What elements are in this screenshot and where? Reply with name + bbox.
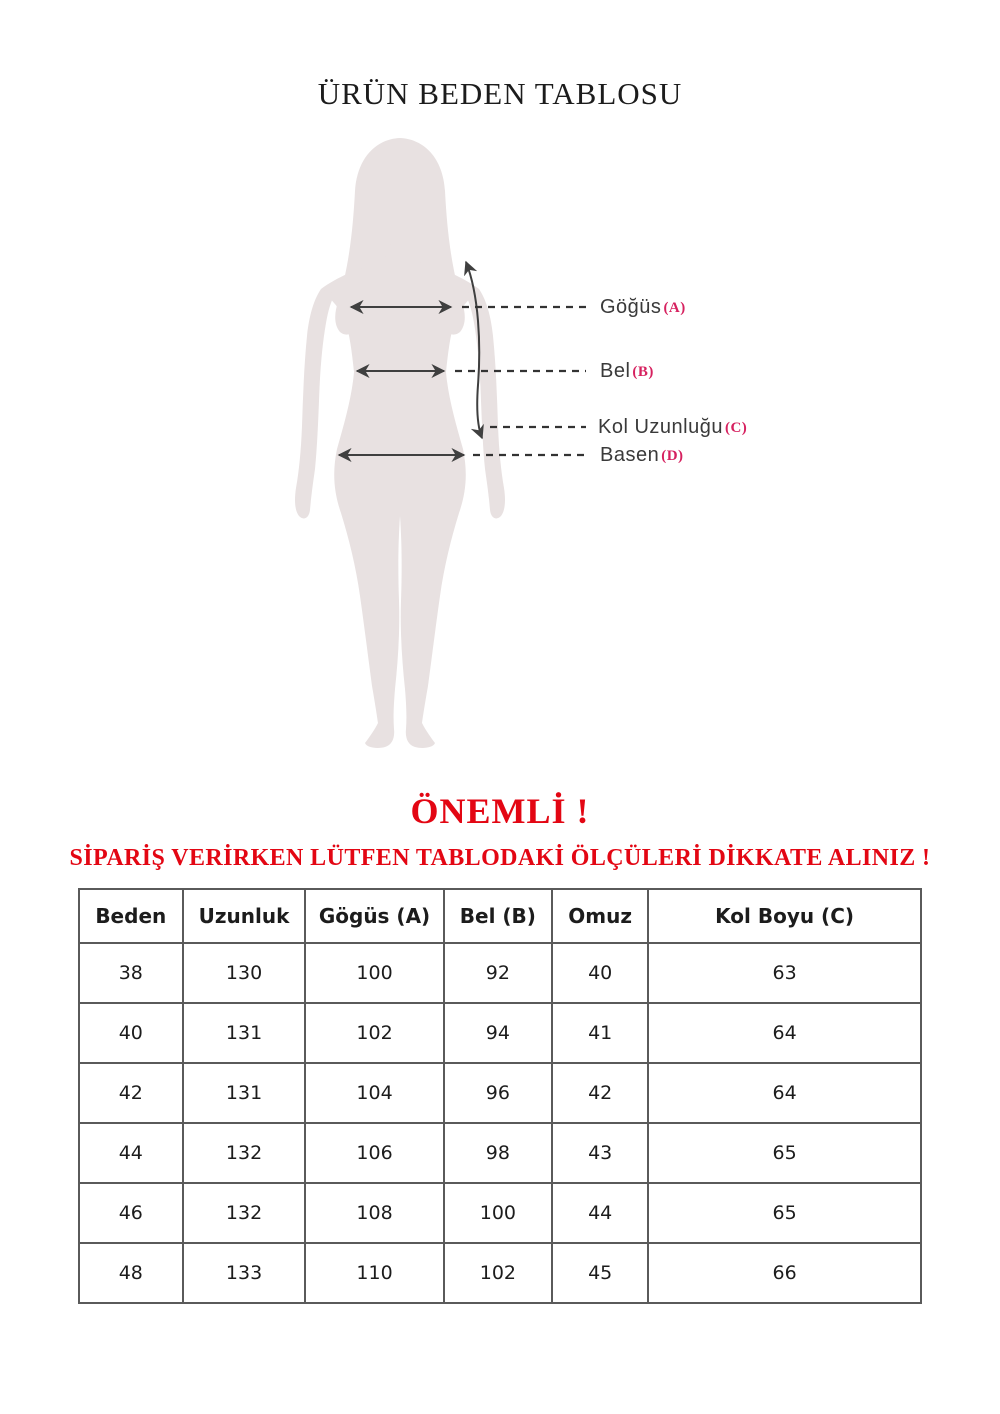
table-cell: 131 [183, 1003, 306, 1063]
table-cell: 102 [305, 1003, 443, 1063]
table-header-cell: Beden [79, 889, 183, 943]
table-cell: 130 [183, 943, 306, 1003]
order-warning-text: SİPARİŞ VERİRKEN LÜTFEN TABLODAKİ ÖLÇÜLERİ DİKKATE ALINIZ ! [69, 845, 931, 871]
table-header-cell: Uzunluk [183, 889, 306, 943]
table-row [79, 943, 921, 1003]
table-cell: 44 [552, 1183, 648, 1243]
body-silhouette [295, 138, 505, 748]
table-cell: 64 [648, 1063, 921, 1123]
waist-marker: (B) [632, 364, 654, 380]
arm-length-marker: (C) [724, 420, 748, 436]
table-cell: 66 [648, 1243, 921, 1303]
arm-length-label [598, 417, 747, 439]
chest-label-text: Göğüs [600, 296, 662, 318]
table-row [79, 1063, 921, 1123]
table-row [79, 1243, 921, 1303]
table-cell: 48 [79, 1243, 183, 1303]
table-header-cell: Bel (B) [444, 889, 553, 943]
table-cell: 42 [79, 1063, 183, 1123]
table-cell: 46 [79, 1183, 183, 1243]
size-table-body [79, 943, 921, 1303]
table-cell: 132 [183, 1123, 306, 1183]
silhouette-right-arm [465, 289, 505, 518]
table-cell: 96 [444, 1063, 553, 1123]
table-cell: 65 [648, 1183, 921, 1243]
table-cell: 132 [183, 1183, 306, 1243]
table-cell: 133 [183, 1243, 306, 1303]
table-cell: 131 [183, 1063, 306, 1123]
waist-label [600, 361, 654, 383]
important-heading: ÖNEMLİ ! [410, 791, 590, 831]
table-header-row [79, 889, 921, 943]
table-row [79, 1183, 921, 1243]
table-cell: 45 [552, 1243, 648, 1303]
table-cell: 108 [305, 1183, 443, 1243]
table-cell: 44 [79, 1123, 183, 1183]
table-cell: 64 [648, 1003, 921, 1063]
table-cell: 38 [79, 943, 183, 1003]
table-cell: 110 [305, 1243, 443, 1303]
table-cell: 40 [79, 1003, 183, 1063]
silhouette-torso-legs [321, 236, 479, 748]
table-cell: 100 [444, 1183, 553, 1243]
waist-label-text: Bel [600, 360, 631, 382]
chest-marker: (A) [663, 300, 686, 316]
table-cell: 106 [305, 1123, 443, 1183]
hip-label [600, 445, 684, 467]
table-cell: 104 [305, 1063, 443, 1123]
table-cell: 102 [444, 1243, 553, 1303]
arm-length-label-text: Kol Uzunluğu [598, 416, 723, 438]
page-title: ÜRÜN BEDEN TABLOSU [317, 76, 683, 111]
silhouette-left-arm [295, 289, 335, 518]
table-cell: 94 [444, 1003, 553, 1063]
table-cell: 63 [648, 943, 921, 1003]
table-cell: 100 [305, 943, 443, 1003]
table-row [79, 1003, 921, 1063]
table-cell: 65 [648, 1123, 921, 1183]
table-cell: 43 [552, 1123, 648, 1183]
chest-label [600, 297, 686, 319]
hip-marker: (D) [661, 448, 684, 464]
table-cell: 41 [552, 1003, 648, 1063]
table-cell: 92 [444, 943, 553, 1003]
table-cell: 98 [444, 1123, 553, 1183]
table-header-cell: Omuz [552, 889, 648, 943]
size-table [78, 888, 922, 1304]
table-cell: 42 [552, 1063, 648, 1123]
table-header-cell: Gögüs (A) [305, 889, 443, 943]
table-cell: 40 [552, 943, 648, 1003]
hip-label-text: Basen [600, 444, 660, 466]
table-row [79, 1123, 921, 1183]
table-header-cell: Kol Boyu (C) [648, 889, 921, 943]
